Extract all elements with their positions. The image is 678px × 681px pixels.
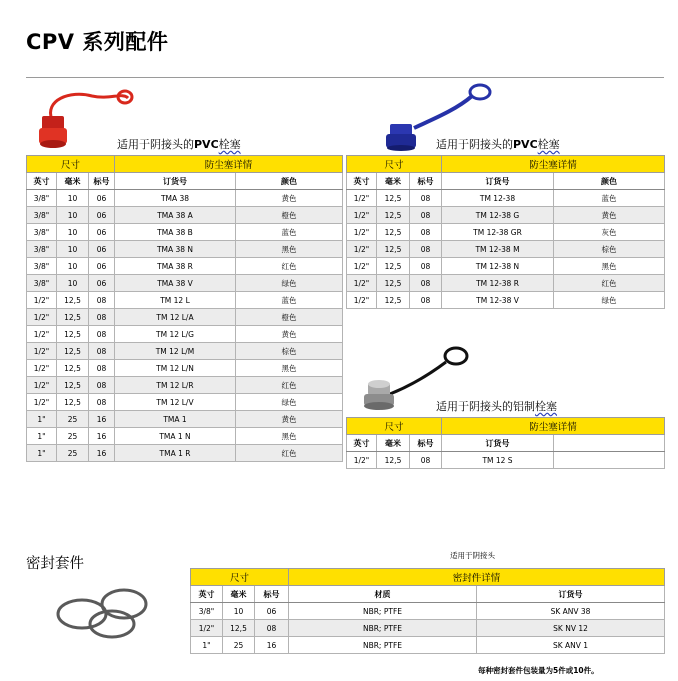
order-header: 订货号 [115,173,236,190]
mark-header: 标号 [410,435,442,452]
table-cell: TM 12-38 M [442,241,554,258]
table-cell: 12,5 [377,292,410,309]
table-cell: 08 [410,292,442,309]
table-cell: 1/2" [347,190,377,207]
table-cell: 灰色 [554,224,665,241]
table-row [27,292,343,309]
table-cell: 12,5 [377,241,410,258]
seal-details-header: 密封件详情 [289,569,665,586]
table-cell: TM 12 L/R [115,377,236,394]
table-cell: 08 [410,275,442,292]
table-row [347,292,665,309]
o-rings-image [54,584,154,642]
table-cell: 12,5 [377,275,410,292]
table-cell: 红色 [236,258,343,275]
table-cell: 16 [89,428,115,445]
table-cell: TMA 1 [115,411,236,428]
table-cell: 12,5 [57,326,89,343]
table-cell: 黑色 [236,241,343,258]
table-cell: 蓝色 [236,292,343,309]
table-cell: 1/2" [191,620,223,637]
table-row [27,411,343,428]
table-cell: 1/2" [347,224,377,241]
table-cell: 蓝色 [554,190,665,207]
table-row [347,207,665,224]
table-cell: 12,5 [57,394,89,411]
table-cell: 10 [57,275,89,292]
table-row [27,445,343,462]
table-row [27,428,343,445]
table-cell: 06 [89,207,115,224]
table-cell: 1/2" [347,241,377,258]
table-cell: 10 [57,241,89,258]
table-cell: TM 12-38 GR [442,224,554,241]
table-cell [554,452,665,469]
table-cell: 12,5 [57,360,89,377]
table-cell: 绿色 [554,292,665,309]
table-cell: 08 [89,309,115,326]
mark-header: 标号 [255,586,289,603]
aluminium-plug-table [346,417,665,469]
aluminium-caption: 适用于阴接头的铝制栓塞 [436,400,557,413]
table-cell: 1/2" [27,360,57,377]
table-cell: 绿色 [236,394,343,411]
table-cell: 1/2" [27,377,57,394]
table-cell: 08 [410,224,442,241]
table-cell: SK NV 12 [477,620,665,637]
table-cell: 黄色 [236,326,343,343]
table-row [347,275,665,292]
table-cell: TM 12 L/M [115,343,236,360]
table-cell: TM 12 L/N [115,360,236,377]
table-cell: 3/8" [27,258,57,275]
table-cell: 06 [89,258,115,275]
table-cell: 黑色 [236,360,343,377]
order-header: 订货号 [442,435,554,452]
table-cell: NBR; PTFE [289,637,477,654]
inch-header: 英寸 [347,435,377,452]
table-row [27,326,343,343]
table-cell: 1" [191,637,223,654]
table-cell: 橙色 [236,207,343,224]
table-cell: 16 [89,445,115,462]
table-cell: 3/8" [27,241,57,258]
table-row [27,241,343,258]
table-cell: SK ANV 1 [477,637,665,654]
inch-header: 英寸 [347,173,377,190]
table-cell: 1" [27,411,57,428]
seal-kit-table [190,568,665,654]
right-table-body [347,190,665,309]
table-cell: TM 12-38 V [442,292,554,309]
mark-header: 标号 [410,173,442,190]
table-cell: 1/2" [27,292,57,309]
table-cell: TMA 1 R [115,445,236,462]
table-cell: 10 [57,224,89,241]
table-cell: 12,5 [57,292,89,309]
size-header: 尺寸 [191,569,289,586]
table-cell: 06 [89,224,115,241]
table-cell: 08 [89,292,115,309]
table-row [27,343,343,360]
details-header: 防尘塞详情 [442,156,665,173]
table-cell: 06 [89,241,115,258]
aluminium-table-body [347,452,665,469]
table-cell: 08 [410,258,442,275]
table-cell: TM 12-38 N [442,258,554,275]
title-divider [26,77,664,78]
table-row [191,603,665,620]
table-cell: 3/8" [27,224,57,241]
table-cell: 16 [255,637,289,654]
table-cell: 红色 [236,445,343,462]
table-cell: 25 [57,411,89,428]
table-cell: 1/2" [27,394,57,411]
table-cell: TMA 38 V [115,275,236,292]
dust-plug-table-left [26,155,343,462]
table-cell: 10 [57,190,89,207]
seal-note-bottom: 每种密封套件包装量为5件或10件。 [478,666,599,675]
mark-header: 标号 [89,173,115,190]
table-row [347,258,665,275]
table-cell: 06 [89,190,115,207]
table-cell: 1" [27,445,57,462]
table-cell: 3/8" [27,207,57,224]
table-row [27,309,343,326]
table-row [347,224,665,241]
table-cell: 红色 [554,275,665,292]
table-row [191,620,665,637]
inch-header: 英寸 [27,173,57,190]
table-cell: 16 [89,411,115,428]
table-cell: 12,5 [377,207,410,224]
table-cell: 12,5 [57,343,89,360]
size-header: 尺寸 [27,156,115,173]
table-cell: 12,5 [377,224,410,241]
table-cell: 25 [57,445,89,462]
table-cell: 08 [410,207,442,224]
table-row [347,190,665,207]
order-header: 订货号 [442,173,554,190]
table-cell: 1/2" [347,452,377,469]
pvc-caption-left: 适用于阴接头的PVC栓塞 [117,138,241,151]
table-cell: 1/2" [347,292,377,309]
dust-plug-table-right [346,155,665,309]
table-cell: NBR; PTFE [289,620,477,637]
table-cell: 10 [223,603,255,620]
order-header: 订货号 [477,586,665,603]
table-cell: 06 [255,603,289,620]
table-cell: 1/2" [347,207,377,224]
table-cell: 08 [89,360,115,377]
table-cell: 08 [89,326,115,343]
table-row [27,360,343,377]
table-cell: 1/2" [27,326,57,343]
table-cell: 1/2" [347,258,377,275]
table-cell: 12,5 [223,620,255,637]
empty-header [554,435,665,452]
table-cell: 12,5 [377,258,410,275]
table-cell: 黄色 [554,207,665,224]
details-header: 防尘塞详情 [115,156,343,173]
table-cell: 08 [89,394,115,411]
table-cell: 黄色 [236,411,343,428]
mm-header: 毫米 [57,173,89,190]
table-cell: 08 [410,241,442,258]
table-row [347,241,665,258]
mm-header: 毫米 [377,173,410,190]
table-cell: 08 [255,620,289,637]
table-cell: TMA 38 N [115,241,236,258]
table-row [347,452,665,469]
table-cell: TM 12 L/G [115,326,236,343]
table-row [27,275,343,292]
table-cell: 25 [57,428,89,445]
table-cell: TM 12-38 G [442,207,554,224]
table-cell: 25 [223,637,255,654]
table-cell: TM 12 L/A [115,309,236,326]
material-header: 材质 [289,586,477,603]
seal-note-top: 适用于阴接头 [450,551,495,560]
table-cell: TM 12 L [115,292,236,309]
color-header: 颜色 [236,173,343,190]
table-cell: 绿色 [236,275,343,292]
table-cell: 08 [89,377,115,394]
table-cell: 12,5 [377,452,410,469]
table-row [27,207,343,224]
table-cell: 3/8" [191,603,223,620]
table-cell: 1/2" [347,275,377,292]
table-cell: 棕色 [236,343,343,360]
table-cell: 06 [89,275,115,292]
details-header: 防尘塞详情 [442,418,665,435]
table-cell: 1/2" [27,343,57,360]
table-cell: TM 12 S [442,452,554,469]
table-row [191,637,665,654]
table-cell: TM 12 L/V [115,394,236,411]
table-cell: 黑色 [554,258,665,275]
table-cell: TMA 38 B [115,224,236,241]
table-row [27,224,343,241]
left-table-body [27,190,343,462]
table-cell: 08 [410,190,442,207]
size-header: 尺寸 [347,418,442,435]
color-header: 颜色 [554,173,665,190]
table-cell: 1/2" [27,309,57,326]
table-cell: 08 [410,452,442,469]
table-cell: SK ANV 38 [477,603,665,620]
table-cell: 10 [57,258,89,275]
inch-header: 英寸 [191,586,223,603]
table-cell: TM 12-38 [442,190,554,207]
table-cell: TMA 38 A [115,207,236,224]
table-cell: TMA 38 R [115,258,236,275]
table-cell: 棕色 [554,241,665,258]
table-cell: 橙色 [236,309,343,326]
table-cell: 蓝色 [236,224,343,241]
table-cell: 黄色 [236,190,343,207]
mm-header: 毫米 [223,586,255,603]
table-row [27,258,343,275]
table-cell: 红色 [236,377,343,394]
table-cell: 10 [57,207,89,224]
table-cell: TM 12-38 R [442,275,554,292]
page-title: CPV 系列配件 [26,30,169,54]
table-row [27,377,343,394]
table-cell: 3/8" [27,275,57,292]
table-cell: 12,5 [57,377,89,394]
table-cell: 12,5 [377,190,410,207]
table-cell: 3/8" [27,190,57,207]
table-cell: 08 [89,343,115,360]
table-cell: NBR; PTFE [289,603,477,620]
mm-header: 毫米 [377,435,410,452]
table-row [27,394,343,411]
size-header: 尺寸 [347,156,442,173]
table-cell: 黑色 [236,428,343,445]
table-cell: 12,5 [57,309,89,326]
table-cell: TMA 1 N [115,428,236,445]
seal-table-body [191,603,665,654]
pvc-caption-right: 适用于阴接头的PVC栓塞 [436,138,560,151]
table-cell: TMA 38 [115,190,236,207]
seal-kit-title: 密封套件 [26,556,84,572]
table-row [27,190,343,207]
table-cell: 1" [27,428,57,445]
